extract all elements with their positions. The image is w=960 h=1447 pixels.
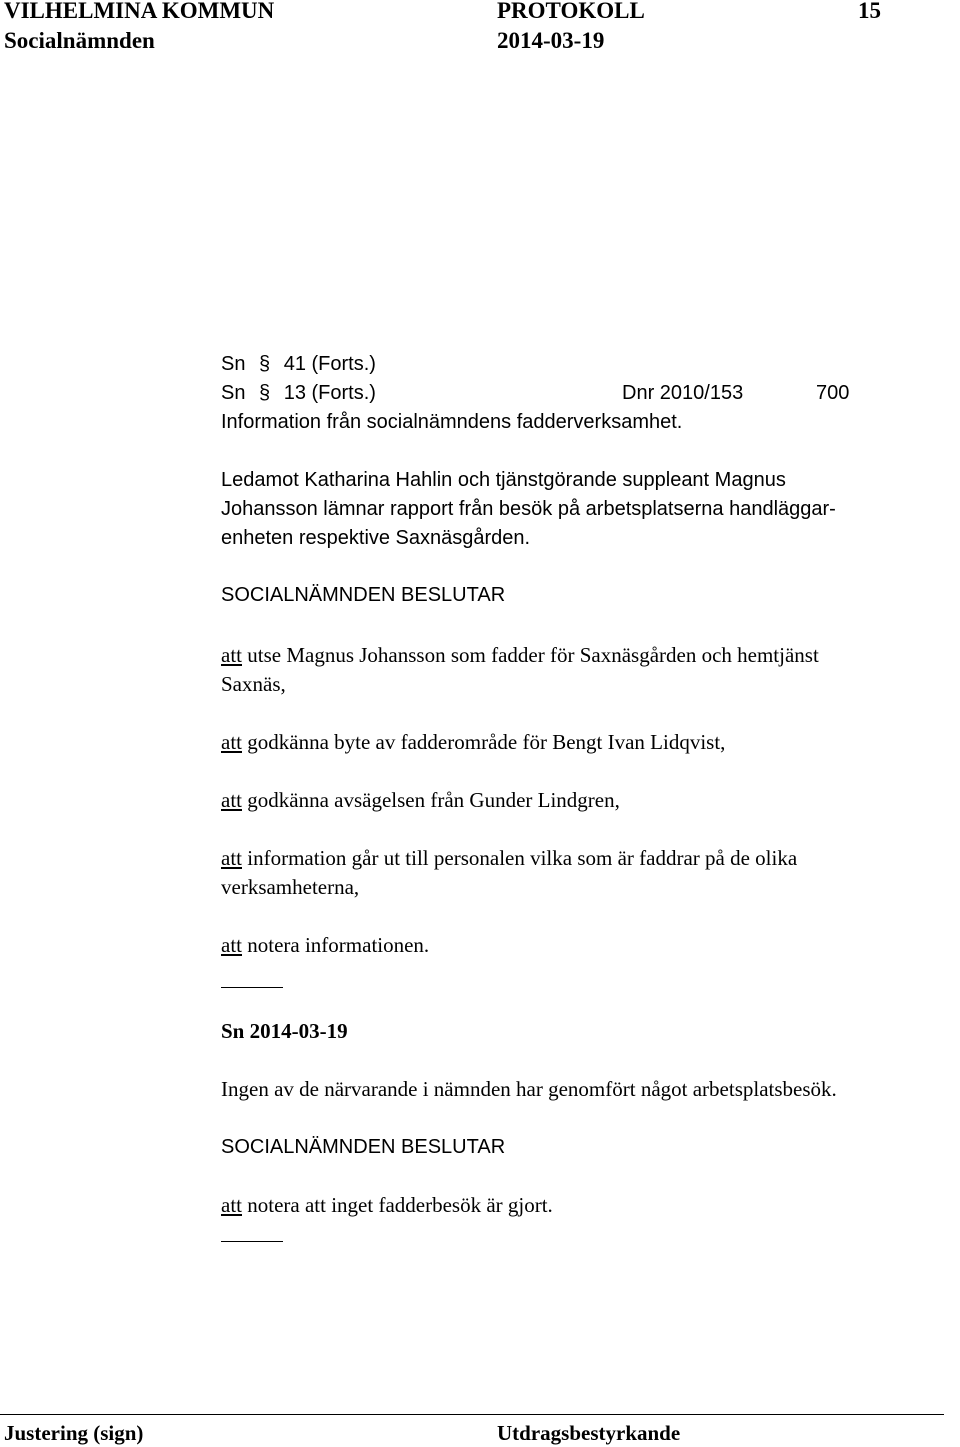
decision-text: notera informationen.	[242, 933, 430, 957]
att-keyword: att	[221, 788, 242, 812]
att-keyword: att	[221, 933, 242, 957]
decision-item	[221, 729, 725, 755]
body-line: Johansson lämnar rapport från besök på arbetsplatserna handläggar-	[221, 498, 836, 520]
section-title: Information från socialnämndens fadderverksamhet.	[221, 411, 683, 433]
decision-item	[221, 932, 429, 958]
sn-prefix: Sn	[221, 382, 246, 404]
decision-text: information går ut till personalen vilka som är faddrar på de olika	[242, 846, 798, 870]
decision-heading: SOCIALNÄMNDEN BESLUTAR	[221, 584, 506, 606]
committee-name: Socialnämnden	[4, 28, 155, 53]
section-ref-41	[221, 351, 376, 377]
body-line: Ledamot Katharina Hahlin och tjänstgörande suppleant Magnus	[221, 469, 786, 491]
organization-name: VILHELMINA KOMMUN	[4, 0, 275, 23]
section-ref-text: 13 (Forts.)	[283, 382, 376, 404]
att-keyword: att	[221, 730, 242, 754]
document-type: PROTOKOLL	[497, 0, 645, 23]
att-keyword: att	[221, 1193, 242, 1217]
decision-item	[221, 642, 819, 668]
decision-heading: SOCIALNÄMNDEN BESLUTAR	[221, 1136, 506, 1158]
section-ref-text: 41 (Forts.)	[283, 353, 376, 375]
section-divider	[221, 1241, 283, 1242]
body-line: enheten respektive Saxnäsgården.	[221, 527, 531, 549]
section-ref-13	[221, 380, 376, 406]
paragraph-sign: §	[259, 353, 271, 375]
decision-continuation: verksamheterna,	[221, 875, 360, 899]
decision-item	[221, 787, 620, 813]
paragraph-sign: §	[259, 382, 271, 404]
decision-text: notera att inget fadderbesök är gjort.	[242, 1193, 553, 1217]
section2-heading: Sn 2014-03-19	[221, 1019, 348, 1043]
decision-text: utse Magnus Johansson som fadder för Saxnäsgården och hemtjänst	[242, 643, 819, 667]
att-keyword: att	[221, 643, 242, 667]
att-keyword: att	[221, 846, 242, 870]
diary-number: Dnr 2010/153	[622, 382, 744, 404]
decision-text: godkänna byte av fadderområde för Bengt Ivan Lidqvist,	[242, 730, 726, 754]
section2-body: Ingen av de närvarande i nämnden har genomfört något arbetsplatsbesök.	[221, 1077, 837, 1101]
decision-item	[221, 1192, 553, 1218]
section-divider	[221, 987, 283, 988]
meeting-date: 2014-03-19	[497, 28, 605, 53]
decision-item	[221, 845, 797, 871]
signature-line	[0, 1414, 944, 1415]
page-number: 15	[858, 0, 881, 23]
justering-label: Justering (sign)	[4, 1421, 144, 1445]
sn-prefix: Sn	[221, 353, 246, 375]
decision-text: godkänna avsägelsen från Gunder Lindgren,	[242, 788, 620, 812]
utdragsbestyrkande-label: Utdragsbestyrkande	[497, 1421, 681, 1445]
decision-continuation: Saxnäs,	[221, 672, 286, 696]
diary-code: 700	[816, 382, 850, 404]
